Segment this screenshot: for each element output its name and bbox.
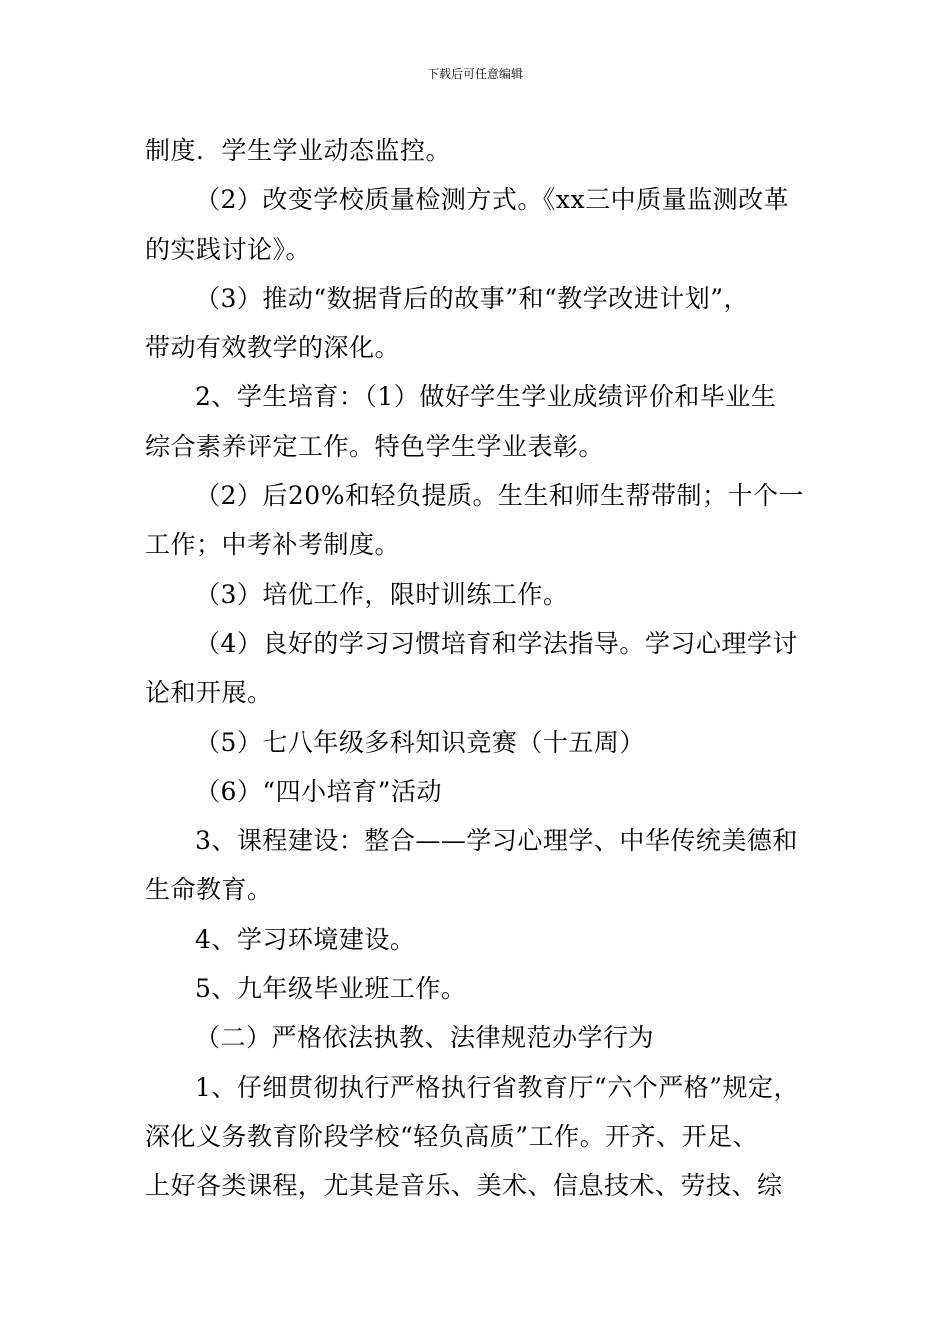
paragraph-line: （2）后20%和轻负提质。生生和师生帮带制；十个一 [195, 481, 804, 511]
paragraph-line: 5、九年级毕业班工作。 [195, 974, 467, 1004]
paragraph-line: 带动有效教学的深化。 [145, 333, 401, 363]
paragraph-line: 工作；中考补考制度。 [145, 530, 401, 560]
paragraph-line: 综合素养评定工作。特色学生学业表彰。 [145, 431, 605, 461]
paragraph-line: （5）七八年级多科知识竞赛（十五周） [195, 727, 645, 757]
paragraph-line: 4、学习环境建设。 [195, 924, 416, 954]
section-heading: （二）严格依法执教、法律规范办学行为 [195, 1023, 655, 1053]
paragraph-line: （4）良好的学习习惯培育和学法指导。学习心理学讨 [195, 628, 798, 658]
paragraph-line: 论和开展。 [145, 678, 273, 708]
paragraph-line: 3、课程建设：整合——学习心理学、中华传统美德和 [195, 826, 798, 856]
paragraph-line: （2）改变学校质量检测方式。《xx三中质量监测改革 [195, 185, 790, 215]
paragraph-line: 制度．学生学业动态监控。 [145, 136, 452, 165]
paragraph-line: 的实践讨论》。 [145, 234, 312, 264]
download-note: 下载后可任意编辑 [426, 67, 523, 81]
document-body [145, 126, 810, 1211]
paragraph-line: （3）推动“数据背后的故事”和“教学改进计划”， [195, 283, 750, 313]
paragraph-line: 深化义务教育阶段学校“轻负高质”工作。开齐、开足、 [145, 1121, 759, 1151]
paragraph-line: 生命教育。 [145, 875, 273, 905]
paragraph-line: （6）“四小培育”活动 [195, 776, 442, 806]
paragraph-line: 上好各类课程，尤其是音乐、美术、信息技术、劳技、综 [145, 1171, 783, 1201]
paragraph-line: 2、学生培育：（1）做好学生学业成绩评价和毕业生 [195, 382, 777, 412]
paragraph-line: 1、仔细贯彻执行严格执行省教育厅“六个严格”规定， [195, 1072, 799, 1102]
paragraph-line: （3）培优工作，限时训练工作。 [195, 579, 569, 609]
